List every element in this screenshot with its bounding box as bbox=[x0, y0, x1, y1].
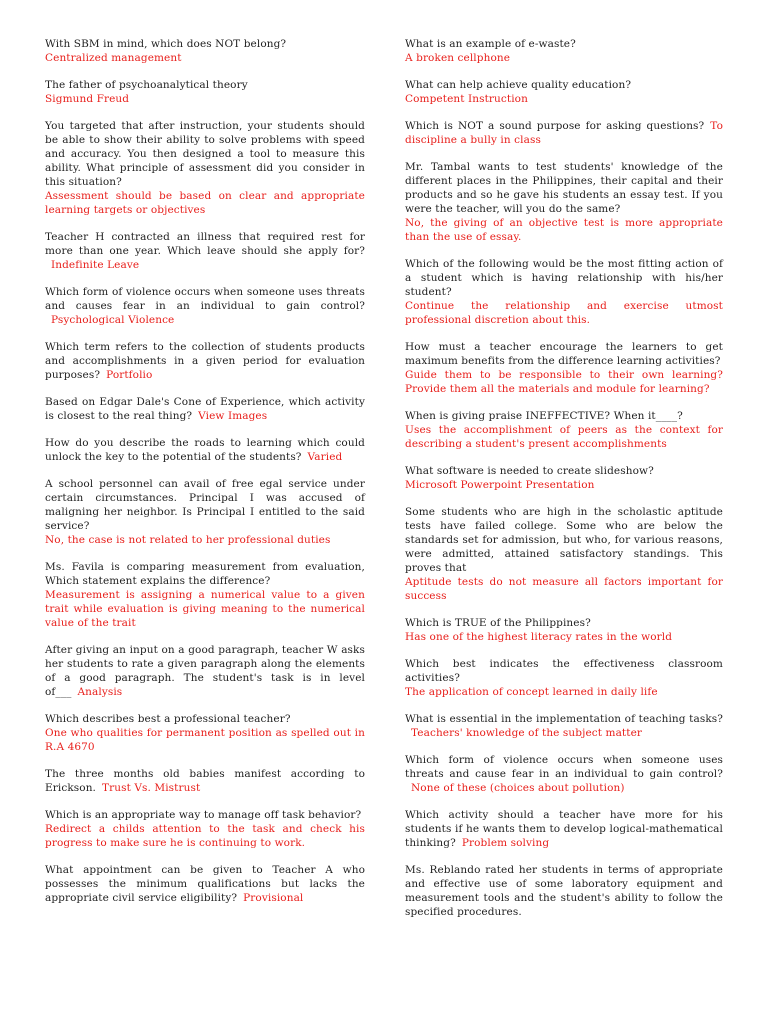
question-text: Which form of violence occurs when someone uses threats and cause fear in an individual to gain control? bbox=[405, 754, 723, 780]
answer-text: View Images bbox=[198, 410, 268, 422]
qa-item bbox=[405, 37, 723, 65]
question-text: With SBM in mind, which does NOT belong? bbox=[45, 38, 287, 50]
question-text: Ms. Favila is comparing measurement from evaluation, Which statement explains the difference? bbox=[45, 561, 365, 587]
answer-text: Microsoft Powerpoint Presentation bbox=[405, 479, 595, 491]
question-text: Which term refers to the collection of students products and accomplishments in a given period for evaluation purposes? bbox=[45, 341, 365, 381]
answer-text: None of these (choices about pollution) bbox=[411, 782, 625, 794]
question-text: What appointment can be given to Teacher A who possesses the minimum qualifications but lacks the appropriate civil service eligibility? bbox=[45, 864, 365, 904]
qa-item bbox=[405, 340, 723, 396]
qa-item bbox=[45, 285, 365, 327]
qa-item bbox=[45, 37, 365, 65]
qa-item bbox=[45, 436, 365, 464]
answer-text: To discipline a bully in class bbox=[405, 120, 723, 146]
qa-item bbox=[45, 560, 365, 630]
qa-item bbox=[405, 505, 723, 603]
question-text: The three months old babies manifest according to Erickson. bbox=[45, 768, 365, 794]
question-text: Which is TRUE of the Philippines? bbox=[405, 617, 591, 629]
answer-text: No, the giving of an objective test is more appropriate than the use of essay. bbox=[405, 217, 723, 243]
answer-text: Problem solving bbox=[461, 837, 550, 849]
answer-text: Centralized management bbox=[45, 52, 182, 64]
question-text: After giving an input on a good paragraph, teacher W asks her students to rate a given paragraph along the elements of a good paragraph. The student's task is in level of___ bbox=[45, 644, 365, 698]
qa-item bbox=[45, 78, 365, 106]
answer-text: Portfolio bbox=[106, 369, 153, 381]
qa-item bbox=[45, 712, 365, 754]
qa-item bbox=[45, 767, 365, 795]
answer-text: Provisional bbox=[243, 892, 304, 904]
qa-item bbox=[405, 712, 723, 740]
question-text: Which of the following would be the most fitting action of a student which is having relationship with his/her student? bbox=[405, 258, 723, 298]
answer-text: Sigmund Freud bbox=[45, 93, 130, 105]
answer-text: Redirect a childs attention to the task and check his progress to make sure he is continuing to work. bbox=[45, 823, 365, 849]
question-text: You targeted that after instruction, your students should be able to show their ability to solve problems with speed and accuracy. You then designed a tool to measure this ability. What principle of assessment did you consider in this situation? bbox=[45, 120, 365, 188]
answer-text: Aptitude tests do not measure all factors important for success bbox=[405, 576, 723, 602]
qa-item bbox=[405, 409, 723, 451]
question-text: Some students who are high in the scholastic aptitude tests have failed college. Some who are below the standards set for admission, but who, for various reasons, were admitted, attained satisfactory standings. This proves that bbox=[405, 506, 723, 574]
answer-text: Analysis bbox=[77, 686, 123, 698]
qa-item bbox=[405, 257, 723, 327]
left-column bbox=[45, 37, 365, 918]
answer-text: A broken cellphone bbox=[405, 52, 511, 64]
answer-text: Continue the relationship and exercise utmost professional discretion about this. bbox=[405, 300, 723, 326]
question-text: Based on Edgar Dale's Cone of Experience, which activity is closest to the real thing? bbox=[45, 396, 365, 422]
answer-text: Competent Instruction bbox=[405, 93, 528, 105]
qa-item bbox=[45, 477, 365, 547]
question-text: Teacher H contracted an illness that required rest for more than one year. Which leave should she apply for? bbox=[45, 231, 365, 257]
question-text: Which describes best a professional teacher? bbox=[45, 713, 291, 725]
question-text: Which best indicates the effectiveness classroom activities? bbox=[405, 658, 723, 684]
question-text: What is essential in the implementation of teaching tasks? bbox=[405, 713, 723, 725]
answer-text: Uses the accomplishment of peers as the context for describing a student's present accomplishments bbox=[405, 424, 723, 450]
answer-text: One who qualities for permanent position as spelled out in R.A 4670 bbox=[45, 727, 365, 753]
qa-item bbox=[405, 657, 723, 699]
right-column bbox=[405, 37, 723, 932]
answer-text: Guide them to be responsible to their own learning? Provide them all the materials and module for learning? bbox=[405, 369, 723, 395]
answer-text: No, the case is not related to her professional duties bbox=[45, 534, 331, 546]
answer-text: Assessment should be based on clear and appropriate learning targets or objectives bbox=[45, 190, 365, 216]
qa-item bbox=[405, 464, 723, 492]
qa-item bbox=[45, 230, 365, 272]
qa-item bbox=[405, 616, 723, 644]
answer-text: The application of concept learned in daily life bbox=[405, 686, 658, 698]
qa-item bbox=[405, 753, 723, 795]
answer-text: Indefinite Leave bbox=[51, 259, 140, 271]
answer-text: Varied bbox=[307, 451, 343, 463]
question-text: A school personnel can avail of free egal service under certain circumstances. Principal I was accused of maligning her neighbor. Is Principal I entitled to the said service? bbox=[45, 478, 365, 532]
question-text: How do you describe the roads to learning which could unlock the key to the potential of the students? bbox=[45, 437, 365, 463]
question-text: Which is NOT a sound purpose for asking questions? bbox=[405, 120, 705, 132]
question-text: What can help achieve quality education? bbox=[405, 79, 632, 91]
question-text: Ms. Reblando rated her students in terms of appropriate and effective use of some laboratory equipment and measurement tools and the student's ability to follow the specified procedures. bbox=[405, 864, 723, 918]
qa-item bbox=[45, 643, 365, 699]
qa-item bbox=[405, 78, 723, 106]
question-text: The father of psychoanalytical theory bbox=[45, 79, 248, 91]
question-text: What is an example of e-waste? bbox=[405, 38, 576, 50]
question-text: Which activity should a teacher have more for his students if he wants them to develop logical-mathematical thinking? bbox=[405, 809, 723, 849]
qa-item bbox=[45, 808, 365, 850]
qa-item bbox=[405, 863, 723, 919]
qa-item bbox=[45, 340, 365, 382]
answer-text: Psychological Violence bbox=[51, 314, 175, 326]
question-text: Mr. Tambal wants to test students' knowledge of the different places in the Philippines, their capital and their products and so he gave his students an essay test. If you were the teacher, will you do the same? bbox=[405, 161, 723, 215]
answer-text: Trust Vs. Mistrust bbox=[102, 782, 201, 794]
qa-item bbox=[45, 395, 365, 423]
qa-item bbox=[405, 160, 723, 244]
qa-item bbox=[45, 119, 365, 217]
question-text: When is giving praise INEFFECTIVE? When it____? bbox=[405, 410, 683, 422]
answer-text: Has one of the highest literacy rates in the world bbox=[405, 631, 673, 643]
qa-item bbox=[45, 863, 365, 905]
question-text: Which is an appropriate way to manage off task behavior? bbox=[45, 809, 362, 821]
answer-text: Measurement is assigning a numerical value to a given trait while evaluation is giving meaning to the numerical value of the trait bbox=[45, 589, 365, 629]
question-text: How must a teacher encourage the learners to get maximum benefits from the difference learning activities? bbox=[405, 341, 723, 367]
question-text: Which form of violence occurs when someone uses threats and causes fear in an individual to gain control? bbox=[45, 286, 365, 312]
answer-text: Teachers' knowledge of the subject matter bbox=[411, 727, 642, 739]
question-text: What software is needed to create slideshow? bbox=[405, 465, 654, 477]
qa-item bbox=[405, 808, 723, 850]
qa-item bbox=[405, 119, 723, 147]
